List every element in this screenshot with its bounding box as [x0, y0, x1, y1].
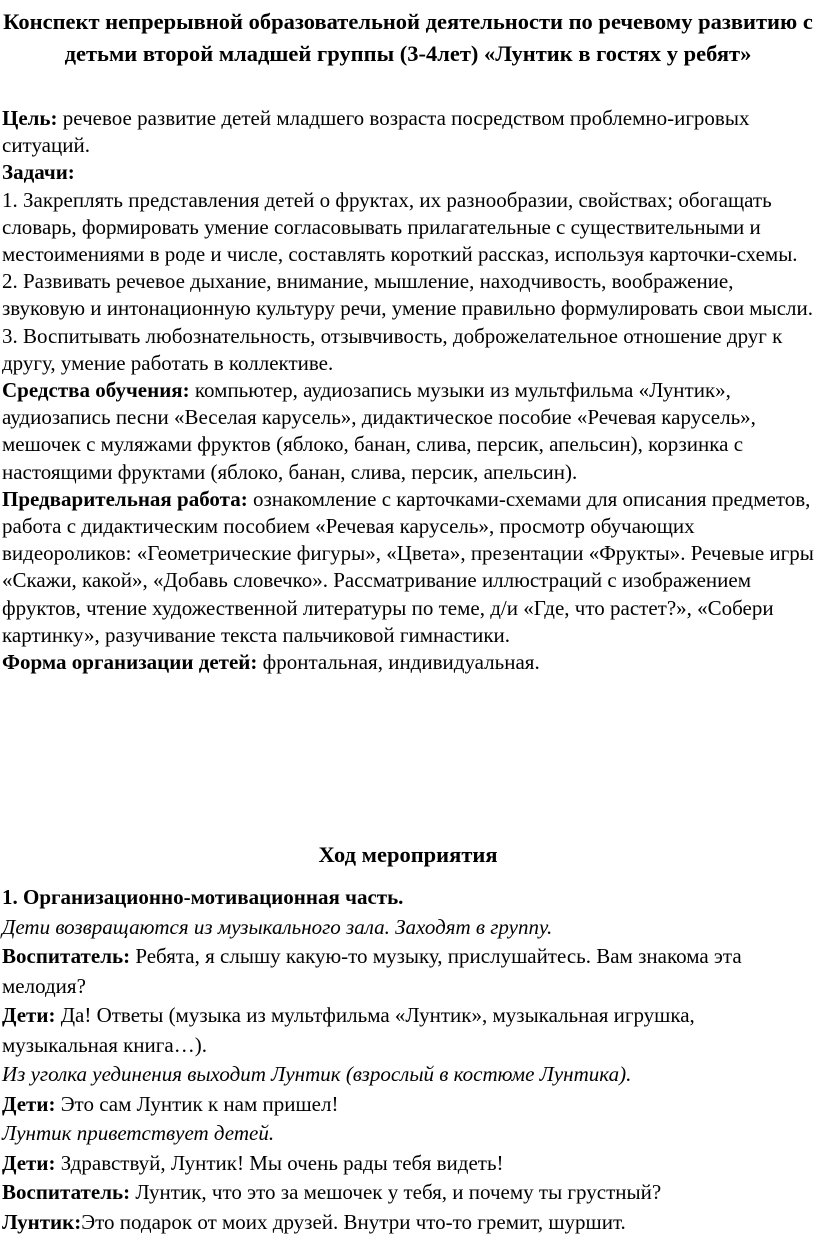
goal-text: речевое развитие детей младшего возраста посредством проблемно-игровых ситуаций.: [2, 106, 750, 158]
form-label: Форма организации детей:: [2, 650, 258, 675]
means-text: компьютер, аудиозапись музыки из мультфильма «Лунтик», аудиозапись песни «Веселая карусель», дидактическое пособие «Речевая карусель», мешочек с муляжами фруктов (яблоко, банан, слива, персик, апельсин), корзинка с настоящими фруктами (яблоко, банан, слива, персик, апельсин).: [2, 378, 756, 484]
dialogue-line: [2, 1208, 814, 1238]
speaker-label: Дети:: [2, 1150, 56, 1175]
line-text: Да! Ответы (музыка из мультфильма «Лунтик», музыкальная игрушка, музыкальная книга…).: [2, 1003, 695, 1057]
stage-direction: Дети возвращаются из музыкального зала. Заходят в группу.: [2, 914, 553, 939]
dialogue-line: [2, 1090, 814, 1120]
line-text: Лунтик, что это за мешочек у тебя, и почему ты грустный?: [130, 1180, 662, 1204]
dialogue-line: [2, 1149, 814, 1179]
speaker-label: Лунтик:: [2, 1209, 82, 1234]
line-text: Это сам Лунтик к нам пришел!: [55, 1091, 339, 1116]
line-text: Здравствуй, Лунтик! Мы очень рады тебя видеть!: [55, 1150, 504, 1175]
document-title: Конспект непрерывной образовательной деятельности по речевому развитию с детьми второй младшей группы (3-4лет) «Лунтик в гостях у ребят»: [3, 9, 813, 66]
prework-label: Предварительная работа:: [2, 486, 248, 511]
section-heading: Ход мероприятия: [318, 842, 498, 867]
form-paragraph: [2, 649, 814, 676]
stage-direction: Лунтик приветствует детей.: [2, 1121, 275, 1145]
prework-paragraph: [2, 486, 814, 649]
prework-text: ознакомление с карточками-схемами для описания предметов, работа с дидактическим пособием «Речевая карусель», просмотр обучающих видеороликов: «Геометрические фигуры», «Цвета», презентации «Фрукты». Речевые игры «Скажи, какой», «Добавь словечко». Рассматривание иллюстраций с изображением фруктов, чтение художественной литературы по теме, д/и «Где, что растет?», «Собери картинку», разучивание текста пальчиковой гимнастики.: [2, 486, 814, 647]
speaker-label: Дети:: [2, 1091, 56, 1116]
dialogue-line: [2, 1178, 814, 1208]
speaker-label: Дети:: [2, 1003, 56, 1027]
dialogue-line: [2, 1001, 814, 1060]
speaker-label: Воспитатель:: [2, 1180, 131, 1204]
line-text: Ребята, я слышу какую-то музыку, прислушайтесь. Вам знакома эта мелодия?: [2, 944, 742, 998]
dialogue-line: [2, 942, 814, 1001]
stage-direction: Из уголка уединения выходит Лунтик (взрослый в костюме Лунтика).: [2, 1062, 632, 1086]
goal-paragraph: [2, 105, 814, 159]
means-label: Средства обучения:: [2, 378, 190, 403]
document-body: [2, 105, 814, 676]
speaker-label: Воспитатель:: [2, 944, 131, 968]
section1-title: 1. Организационно-мотивационная часть.: [2, 885, 404, 909]
task-item-2: 2. Развивать речевое дыхание, внимание, мышление, находчивость, воображение, звуковую и интонационную культуру речи, умение правильно формулировать свои мысли.: [2, 269, 813, 321]
task-item-1: 1. Закреплять представления детей о фруктах, их разнообразии, свойствах; обогащать словарь, формировать умение согласовывать прилагательные с существительными и местоимениями в роде и числе, составлять короткий рассказ, используя карточки-схемы.: [2, 187, 798, 267]
form-text: фронтальная, индивидуальная.: [257, 650, 540, 675]
means-paragraph: [2, 377, 814, 486]
tasks-label: Задачи:: [2, 160, 75, 185]
goal-label: Цель:: [2, 106, 58, 130]
line-text: Это подарок от моих друзей. Внутри что-то гремит, шуршит.: [81, 1209, 626, 1234]
script-body: [2, 883, 814, 1237]
task-item-3: 3. Воспитывать любознательность, отзывчивость, доброжелательное отношение друг к другу, умение работать в коллективе.: [2, 323, 783, 375]
